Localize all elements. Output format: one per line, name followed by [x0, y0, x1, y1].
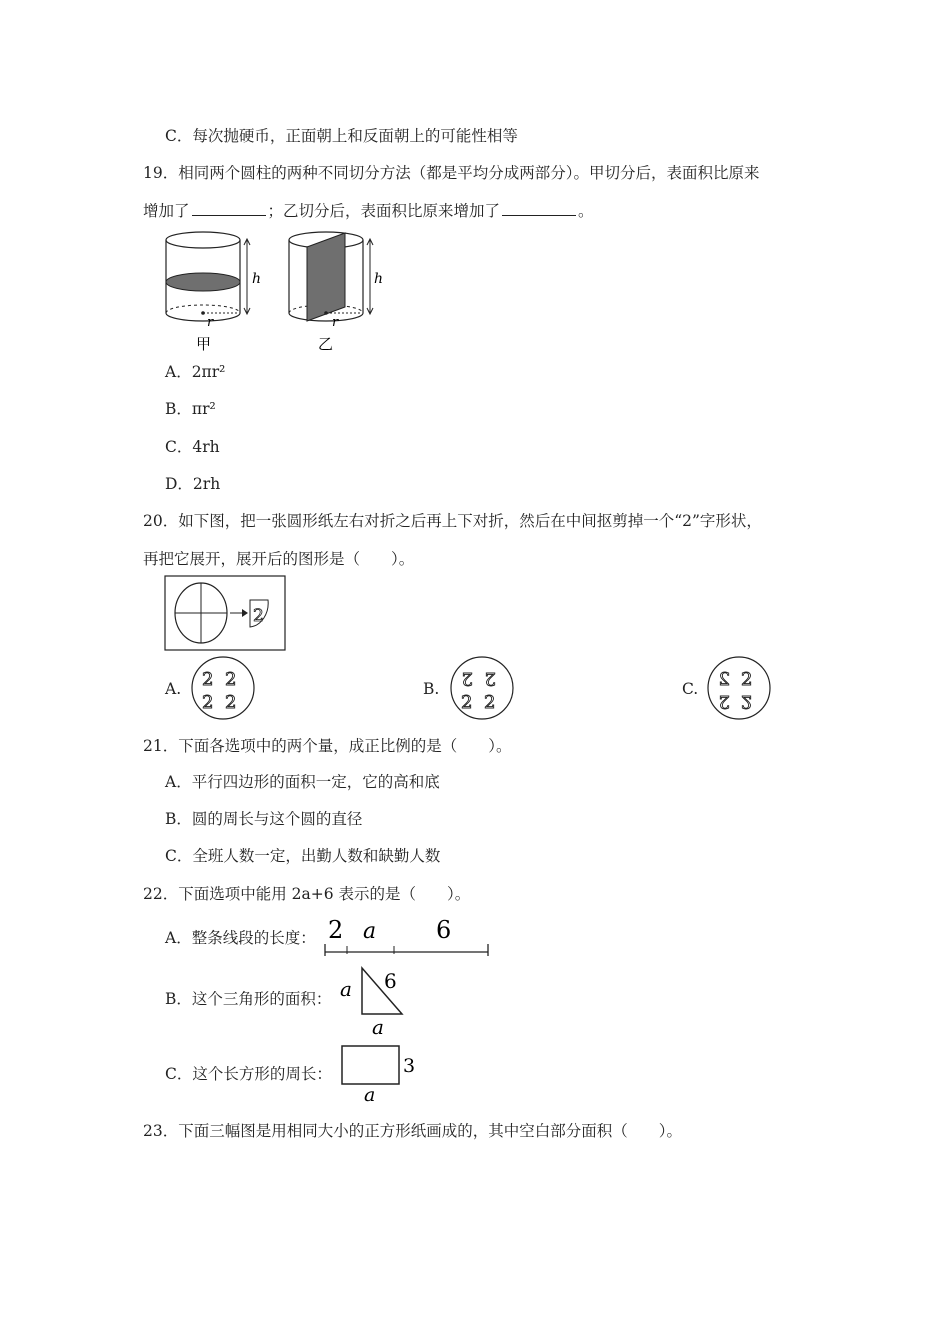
fold-glyph-2: 2: [253, 606, 264, 626]
a-glyph-tr: 2: [225, 669, 237, 690]
a-glyph-bl: 2: [202, 692, 214, 713]
q22-rectangle-figure: [338, 1044, 418, 1106]
q21-option-c: C．全班人数一定，出勤人数和缺勤人数: [165, 847, 441, 865]
q21-option-a: A．平行四边形的面积一定，它的高和底: [165, 773, 440, 791]
c-glyph-bl: 2: [718, 691, 730, 712]
q19-text-c: 。: [578, 202, 594, 220]
q19-option-b: B．πr²: [165, 400, 216, 418]
yi-h-label: h: [374, 271, 384, 287]
seg-label-6: 6: [436, 916, 452, 944]
q22-option-c: C．这个长方形的周长：: [165, 1065, 332, 1083]
b-glyph-bl: 2: [461, 692, 473, 713]
q22-option-a: A．整条线段的长度：: [165, 929, 316, 947]
q20-option-c-label: C.: [682, 680, 699, 698]
q20-fold-figure: [164, 575, 286, 651]
label-jia: 甲: [196, 335, 212, 353]
seg-label-2: 2: [328, 916, 344, 944]
q19-stem-line2: [143, 201, 594, 221]
yi-r-label: r: [332, 315, 339, 330]
q20-option-b-label: B.: [423, 680, 440, 698]
q19-option-d: D．2rh: [165, 475, 221, 493]
c-glyph-tl: 2: [718, 669, 730, 690]
q22-option-b: B．这个三角形的面积：: [165, 990, 332, 1008]
c-glyph-br: 2: [741, 691, 753, 712]
q19-text-b: ；乙切分后，表面积比原来增加了: [267, 202, 501, 220]
seg-label-a: a: [363, 919, 377, 944]
q20-stem-line1: 20．如下图，把一张圆形纸左右对折之后再上下对折，然后在中间抠剪掉一个“2”字形状，: [143, 512, 762, 530]
b-glyph-tl: 2: [461, 668, 473, 689]
q19-cylinder-figure: [160, 225, 390, 355]
q20-option-c-figure: [706, 656, 772, 720]
q20-option-a-label: A.: [165, 680, 182, 698]
rect-label-right: 3: [403, 1055, 416, 1077]
q22-stem: 22．下面选项中能用 2a+6 表示的是（ ）。: [143, 885, 471, 903]
q23-stem: 23．下面三幅图是用相同大小的正方形纸画成的，其中空白部分面积（ ）。: [143, 1122, 682, 1140]
q20-option-a-figure: [190, 656, 256, 720]
q19-stem-line1: 19．相同两个圆柱的两种不同切分方法（都是平均分成两部分）。甲切分后，表面积比原来: [143, 164, 760, 182]
rect-label-bottom: a: [364, 1084, 376, 1106]
b-glyph-br: 2: [484, 692, 496, 713]
q20-option-b-figure: [449, 656, 515, 720]
jia-r-label: r: [207, 315, 214, 330]
b-glyph-tr: 2: [484, 668, 496, 689]
q22-segment-figure: [320, 912, 492, 958]
a-glyph-br: 2: [225, 692, 237, 713]
tri-label-hyp: 6: [384, 969, 397, 993]
q19-option-a: A．2πr²: [165, 363, 226, 381]
tri-label-bottom: a: [372, 1015, 384, 1039]
tri-label-left: a: [340, 977, 352, 1001]
q20-stem-line2: 再把它展开，展开后的图形是（ ）。: [143, 550, 415, 568]
c-glyph-tr: 2: [741, 669, 753, 690]
q21-stem: 21．下面各选项中的两个量，成正比例的是（ ）。: [143, 737, 512, 755]
q18-option-c: C．每次抛硬币，正面朝上和反面朝上的可能性相等: [165, 127, 518, 145]
label-yi: 乙: [318, 335, 334, 353]
cylinder-jia: [166, 232, 261, 353]
q19-text-a: 增加了: [143, 202, 190, 220]
q19-blank-1: [192, 201, 266, 216]
q19-blank-2: [502, 201, 576, 216]
a-glyph-tl: 2: [202, 669, 214, 690]
cylinder-yi: [289, 232, 383, 353]
q21-option-b: B．圆的周长与这个圆的直径: [165, 810, 363, 828]
q22-triangle-figure: [338, 962, 418, 1038]
q19-option-c: C．4rh: [165, 438, 220, 456]
jia-h-label: h: [252, 271, 262, 287]
